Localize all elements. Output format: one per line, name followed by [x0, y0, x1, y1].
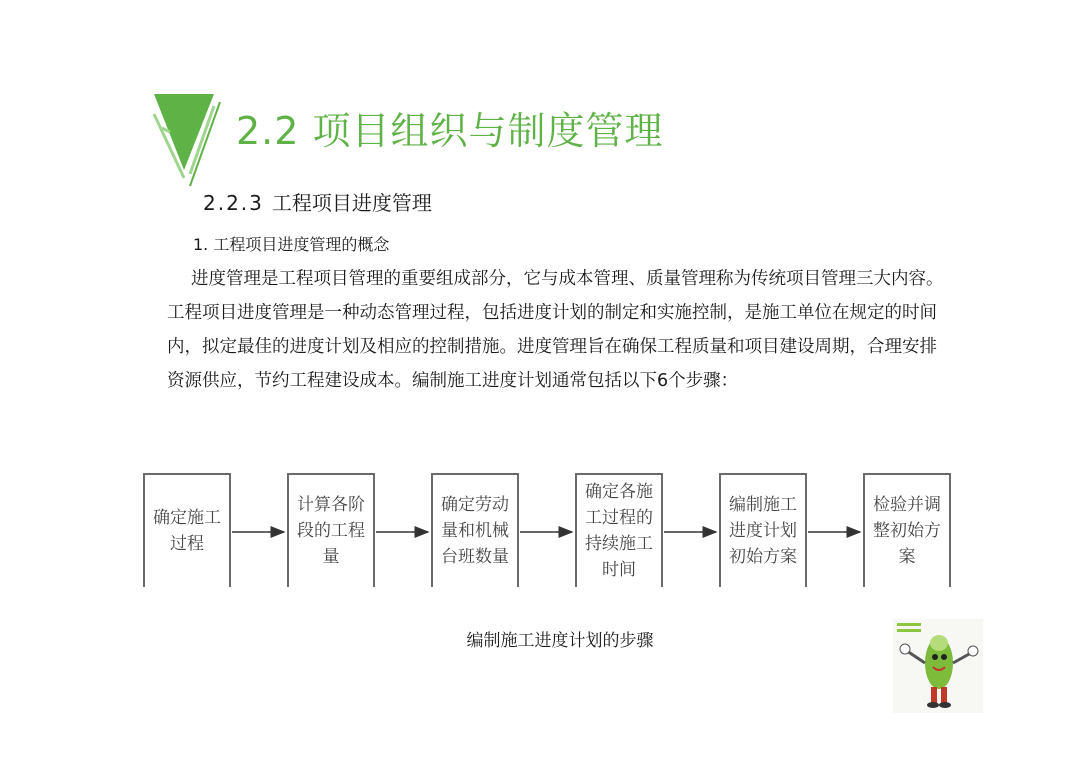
flow-step-4: 确定各施工过程的持续施工时间 [575, 473, 663, 587]
flow-step-2: 计算各阶段的工程量 [287, 473, 375, 587]
flow-step-5: 编制施工进度计划初始方案 [719, 473, 807, 587]
green-triangle-logo-icon [150, 92, 230, 188]
body-paragraph: 进度管理是工程项目管理的重要组成部分，它与成本管理、质量管理称为传统项目管理三大内容。工程项目进度管理是一种动态管理过程，包括进度计划的制定和实施控制，是施工单位在规定的时间内，拟定最佳的进度计划及相应的控制措施。进度管理旨在确保工程质量和项目建设周期，合理安排资源供应，节约工程建设成本。编制施工进度计划通常包括以下6个步骤： [167, 269, 944, 391]
section-subtitle [203, 187, 432, 216]
subtitle-text: 工程项目进度管理 [271, 191, 432, 215]
flow-step-3: 确定劳动量和机械台班数量 [431, 473, 519, 587]
flow-step-1: 确定施工过程 [143, 473, 231, 587]
diagram-caption: 编制施工进度计划的步骤 [466, 631, 654, 651]
page-title: 2.2 项目组织与制度管理 [236, 109, 664, 153]
process-flow-diagram [0, 470, 1080, 595]
cartoon-mascot-icon [893, 619, 983, 713]
point-title: 1. 工程项目进度管理的概念 [193, 235, 390, 254]
subtitle-number: 2.2.3 [203, 191, 264, 215]
flow-step-6: 检验并调整初始方案 [863, 473, 951, 587]
